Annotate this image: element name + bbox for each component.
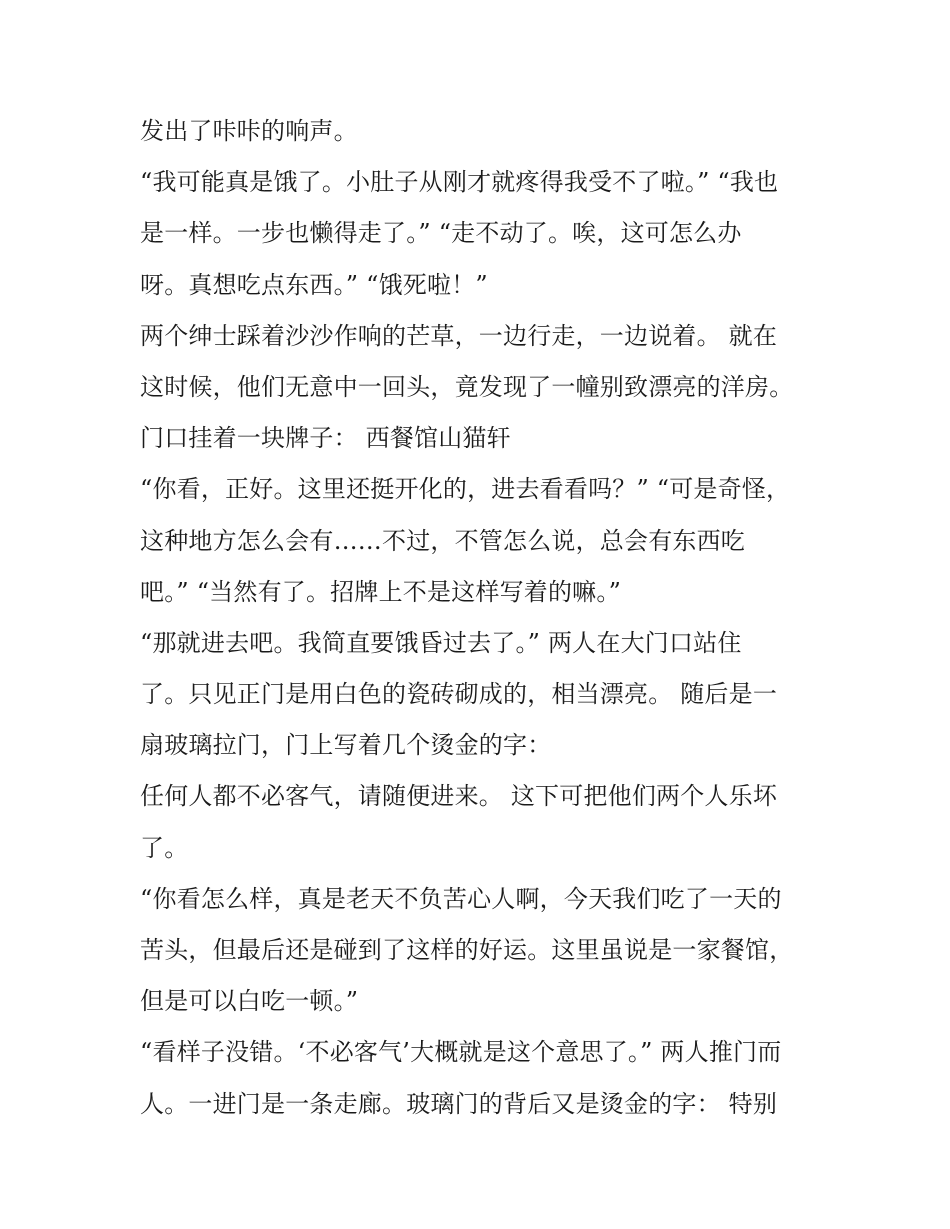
text-line: 吧。” “当然有了。招牌上不是这样写着的嘛。”	[140, 577, 622, 606]
text-line: 门口挂着一块牌子： 西餐馆山猫轩	[140, 424, 511, 453]
text-line: 这种地方怎么会有……不过，不管怎么说，总会有东西吃	[140, 526, 745, 555]
text-line: 任何人都不必客气，请随便进来。 这下可把他们两个人乐坏	[140, 782, 778, 811]
text-line: 了。只见正门是用白色的瓷砖砌成的，相当漂亮。 随后是一	[140, 680, 778, 709]
text-line: 了。	[140, 833, 189, 862]
text-line: “看样子没错。‘不必客气’大概就是这个意思了。” 两人推门而	[140, 1038, 782, 1067]
text-line: 这时候，他们无意中一回头，竟发现了一幢别致漂亮的洋房。	[140, 372, 794, 401]
text-line: “我可能真是饿了。小肚子从刚才就疼得我受不了啦。” “我也	[140, 168, 779, 197]
text-line: 发出了咔咔的响声。	[140, 117, 358, 145]
text-line: “你看怎么样，真是老天不负苦心人啊，今天我们吃了一天的	[140, 884, 782, 913]
text-line: 但是可以白吃一顿。”	[140, 987, 359, 1016]
text-line: 是一样。一步也懒得走了。” “走不动了。唉，这可怎么办	[140, 219, 742, 248]
text-line: 两个绅士踩着沙沙作响的芒草，一边行走，一边说着。 就在	[140, 321, 778, 350]
text-line: 呀。真想吃点东西。” “饿死啦！”	[140, 270, 488, 299]
text-line: “那就进去吧。我简直要饿昏过去了。” 两人在大门口站住	[140, 628, 742, 657]
body-text	[140, 106, 820, 1130]
text-line: 人。一进门是一条走廊。玻璃门的背后又是烫金的字： 特别	[140, 1089, 778, 1118]
text-line: 苦头，但最后还是碰到了这样的好运。这里虽说是一家餐馆，	[140, 936, 794, 964]
text-line: “你看，正好。这里还挺开化的，进去看看吗？” “可是奇怪，	[140, 475, 791, 504]
text-line: 扇玻璃拉门，门上写着几个烫金的字：	[140, 731, 552, 760]
